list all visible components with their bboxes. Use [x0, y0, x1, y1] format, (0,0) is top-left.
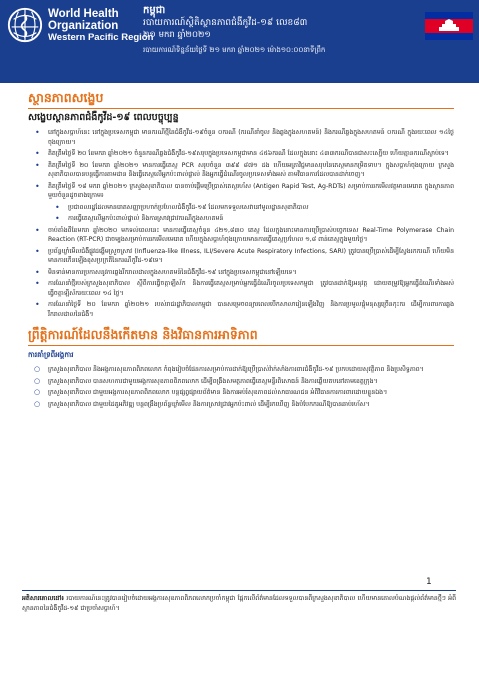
section-priorities-minor-title: ការគាំទ្រពីអង្គការ [28, 350, 74, 359]
list-item: ○ ក្រសួងសុខាភិបាល បានសហការជាមួយអង្គការសុខភាពពិភពលោក ដើម្បីពង្រឹងសមត្ថភាពធ្វើតេស្តមន្ទីរពិសោធន៍ និងការឆ្លើយតបនៅតាមខេត្តក្រុង។ [28, 377, 454, 387]
list-item: ○ ក្រសួងសុខាភិបាល និងអង្គការសុខភាពពិភពលោក កំពុងរៀបចំផែនការសម្រាប់ការដាក់ឱ្យប្រើប្រាស់វ៉ាក់សាំងការពារជំងឺកូវីដ-១៩ ប្រកបដោយសុវត្ថិភាព និងប្រសិទ្ធភាព។ [28, 365, 454, 375]
report-header [0, 0, 479, 83]
footer-label: អតិសារគោលដៅ៖ [22, 595, 64, 602]
list-item: • ប្រព័ន្ធឃ្លាំមើលជំងឺផ្លូវដង្ហើមស្រួចស្រាវ (Influenza-like Illness, ILI/Severe Acute Respiratory Infections, SARI) ត្រូវបានប្រើប្រាស់ដើម្បីស្វែងរកករណី ហើយមិនមានការកើនឡើងខុសប្រក្រតីនៃករណីកូវីដ-១៩ទេ។ [28, 247, 454, 266]
list-item: • គិតត្រឹមថ្ងៃទី ២០ ខែមករា ឆ្នាំ២០២១ ចំនួនករណីឆ្លងជំងឺកូវីដ-១៩សរុបក្នុងប្រទេសកម្ពុជាមាន ៤៥៦ករណី ដែលក្នុងនោះ ៤៣៣ករណីបានជាសះស្បើយ ហើយគ្មានករណីស្លាប់ទេ។ [28, 149, 454, 159]
list-item: • ការណែនាំថ្មីរបស់ក្រសួងសុខាភិបាល ស្តីពីការធ្វើចត្តាឡីស័ក និងការធ្វើតេស្តសម្រាប់អ្នកធ្វើដំណើរចូលប្រទេសកម្ពុជា ត្រូវបានដាក់ឱ្យអនុវត្ត ដោយតម្រូវឱ្យអ្នកធ្វើដំណើរទាំងអស់ធ្វើចត្តាឡីស័ករយៈពេល ១៤ ថ្ងៃ។ [28, 279, 454, 298]
list-item: • មិនទាន់មានការប្រកាសនូវការឆ្លងរីករាលដាលក្នុងសហគមន៍នៃជំងឺកូវីដ-១៩ នៅក្នុងប្រទេសកម្ពុជានៅឡើយទេ។ [28, 268, 454, 278]
cambodia-flag-icon [425, 12, 473, 40]
list-item: • ប្រជាពលរដ្ឋដែលមានរោគសញ្ញាប្រហាក់ប្រហែលជំងឺកូវីដ-១៩ ដែលមកទទួលសេវានៅមូលដ្ឋានសុខាភិបាល [28, 203, 454, 213]
section-priorities-title: ព្រឹត្តិការណ៍ដែលនឹងកើតមាន និងវិធានការអាទិភាព [28, 327, 454, 346]
list-item: • ការធ្វើតេស្តលើអ្នកប៉ះពាល់ផ្ទាល់ និងការស្រាវជ្រាវករណីក្នុងសហគមន៍ [28, 214, 454, 224]
list-item: ○ ក្រសួងសុខាភិបាល ជាមួយអង្គការសុខភាពពិភពលោក បន្តផ្សព្វផ្សាយព័ត៌មាន និងការអប់រំសុខភាពដល់សាធារណជន អំពីវិធានការការពារដោយខ្លួនឯង។ [28, 388, 454, 398]
page-number: 1 [426, 577, 432, 587]
section-priorities [28, 327, 454, 409]
section-summary-subtitle: សង្ខេបស្ថានភាពជំងឺកូវីដ-១៩ ពេលបច្ចុប្បន្ន [28, 112, 179, 123]
priorities-bullet-list [28, 365, 454, 409]
footer-note [22, 590, 456, 614]
report-date: ២១ មករា ឆ្នាំ២០២១ [143, 30, 211, 40]
list-item: • គិតត្រឹមថ្ងៃទី ១៨ មករា ឆ្នាំ២០២១ ក្រសួងសុខាភិបាល បានចាប់ផ្តើមប្រើប្រាស់តេស្តរហ័ស (Antigen Rapid Test, Ag-RDTs) សម្រាប់ការរកមើលវត្តមានមេរោគ ក្នុងស្ថានភាពមួយចំនួនដូចខាងក្រោម៖ [28, 182, 454, 201]
footer-text: របាយការណ៍នេះត្រូវបានរៀបចំដោយអង្គការសុខភាពពិភពលោកប្រចាំកម្ពុជា ផ្អែកលើព័ត៌មានដែលទទួលបានពីក្រសួងសុខាភិបាល ហើយមានគោលបំណងផ្តល់ព័ត៌មានថ្មីៗ អំពីស្ថានភាពនៃជំងឺកូវីដ-១៩ ជាប្រចាំសប្តាហ៍។ [22, 595, 456, 612]
list-item: • ចាប់តាំងពីខែមករា ឆ្នាំ២០២០ មកទល់ពេលនេះ មានការធ្វើតេស្តចំនួន ៤២១,៨៣០ តេស្ត ដែលក្នុងនោះមានការប្រើប្រាស់បច្ចេកទេស Real-Time Polymerase Chain Reaction (RT-PCR) ជាចម្បងសម្រាប់ការរកមើលមេរោគ ហើយក្នុងសប្តាហ៍ចុងក្រោយមានការធ្វើតេស្តប្រហែល ១,៨ ពាន់តេស្តក្នុងមួយថ្ងៃ។ [28, 226, 454, 245]
report-body [28, 90, 454, 411]
summary-bullet-list-continued [28, 226, 454, 320]
report-title: របាយការណ៍ស្ថិតិស្ថានភាពជំងឺកូវីដ-១៩ លេខ៨៣ [143, 18, 308, 28]
who-emblem-icon [6, 6, 44, 44]
data-note: របាយការណ៍ទិន្នន័យថ្ងៃទី ២១ មករា ឆ្នាំ២០២១ ម៉ោង១០:០០នាទីព្រឹក [143, 46, 326, 54]
list-item: • ការណែនាំថ្ងៃទី ២០ ខែមករា ឆ្នាំ២០២១ របស់រាជរដ្ឋាភិបាលកម្ពុជា បានសម្រេចពន្យារពេលបើកសាលារៀនឡើងវិញ និងការប្រមូលផ្តុំមនុស្សច្រើនកុះករ ដើម្បីការពារការឆ្លងរីករាលដាលនៃជំងឺ។ [28, 300, 454, 319]
report-title-block [143, 5, 423, 56]
organization-name [48, 8, 153, 44]
org-region: Western Pacific Region [48, 32, 154, 43]
list-item: ○ ក្រសួងសុខាភិបាល ជាមួយដៃគូអភិវឌ្ឍ បន្តពង្រឹងប្រព័ន្ធឃ្លាំមើល និងការស្រាវជ្រាវអ្នកប៉ះពាល់ ដើម្បីរកឃើញ និងបំបែកករណីឱ្យបានឆាប់រហ័ស។ [28, 400, 454, 410]
section-summary-title: ស្ថានភាពសង្ខេប [28, 90, 454, 109]
country-name: កម្ពុជា [143, 5, 166, 16]
summary-sub-bullet-list [28, 203, 454, 224]
list-item: • នៅក្នុងសប្តាហ៍នេះ នៅក្នុងប្រទេសកម្ពុជា មានករណីថ្មីនៃជំងឺកូវីដ-១៩ចំនួន ០ករណី (ករណីនាំចូល និងឆ្លងក្នុងសហគមន៍) និងករណីឆ្លងក្នុងសហគមន៍ ០ករណី ក្នុងរយៈពេល ១៤ថ្ងៃចុងក្រោយ។ [28, 128, 454, 147]
org-line1: World Health [48, 8, 119, 20]
org-line2: Organization [48, 20, 119, 32]
summary-bullet-list [28, 128, 454, 201]
list-item: • គិតត្រឹមថ្ងៃទី ២០ ខែមករា ឆ្នាំ២០២១ មានការធ្វើតេស្ត PCR សរុបចំនួន ៣៩៩ ៨៧១ ដង ហើយអត្រាវិជ្ជមានសរុបនៃតេស្តមានកម្រិតទាប។ ក្នុងសប្តាហ៍ចុងក្រោយ ក្រសួងសុខាភិបាលបានបន្តធ្វើការតាមដាន និងធ្វើតេស្តលើអ្នកប៉ះពាល់ផ្ទាល់ និងអ្នកធ្វើដំណើរចូលប្រទេសទាំងអស់ តាមវិធានការដែលបានដាក់ចេញ។ [28, 161, 454, 180]
